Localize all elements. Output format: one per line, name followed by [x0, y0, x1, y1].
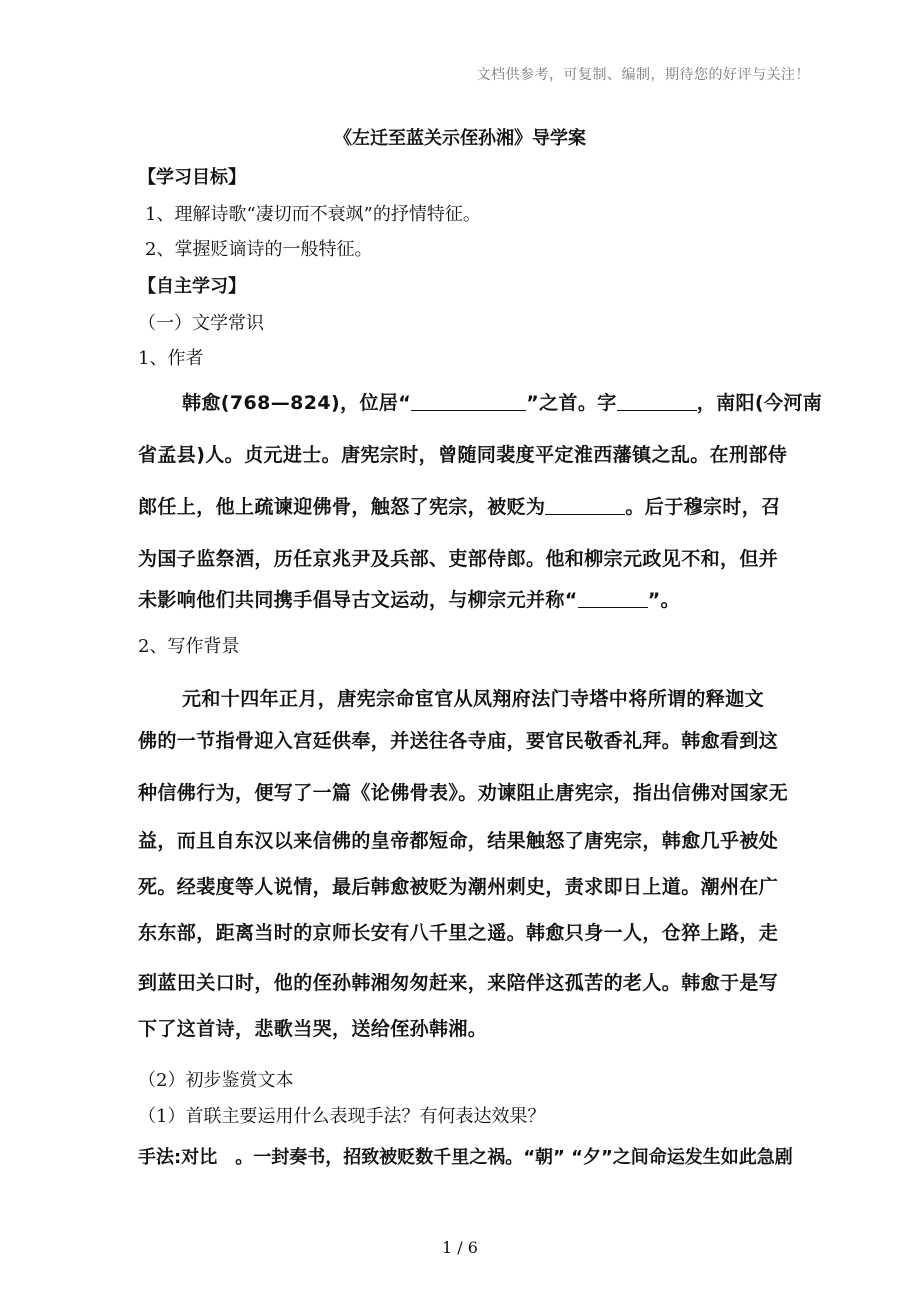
author-line-3-part-a: 郎任上，他上疏谏迎佛骨，触怒了宪宗，被贬为	[138, 496, 546, 518]
author-line-5-part-a: 未影响他们共同携手倡导古文运动，与柳宗元并称“	[138, 589, 578, 611]
author-line-1-part-a: 韩愈(768—824)，位居“	[182, 392, 412, 414]
fill-blank-demoted-post[interactable]	[545, 496, 625, 515]
author-line-4: 为国子监祭酒，历任京兆尹及兵部、吏部侍郎。他和柳宗元政见不和，但并	[138, 548, 779, 570]
author-line-5	[138, 585, 680, 612]
fill-blank-rank[interactable]	[411, 392, 526, 411]
document-title: 《左迁至蓝关示侄孙湘》导学案	[334, 128, 586, 149]
background-line-7: 到蓝田关口时，他的侄孙韩湘匆匆赶来，来陪伴这孤苦的老人。韩愈于是写	[138, 972, 779, 994]
fill-blank-joint-title[interactable]	[578, 589, 648, 608]
author-line-3	[138, 492, 781, 519]
literary-knowledge-heading: （一）文学常识	[138, 313, 264, 334]
header-note: 文档供参考，可复制、编制，期待您的好评与关注！	[476, 67, 810, 83]
background-line-6: 东东部，距离当时的京师长安有八千里之遥。韩愈只身一人，仓猝上路，走	[138, 922, 779, 944]
background-line-3: 种信佛行为，便写了一篇《论佛骨表》。劝谏阻止唐宪宗，指出信佛对国家无	[138, 782, 789, 804]
background-heading: 2、写作背景	[138, 636, 240, 657]
question-1: （1）首联主要运用什么表现手法？有何表达效果？	[138, 1106, 546, 1127]
answer-1: 手法:对比 。一封奏书，招致被贬数千里之祸。“朝” “夕”之间命运发生如此急剧	[138, 1147, 793, 1168]
goal-item-1: 1、理解诗歌“凄切而不衰飒”的抒情特征。	[145, 204, 481, 225]
author-line-1-part-b: ”之首。字	[526, 392, 617, 414]
background-line-5: 死。经裴度等人说情，最后韩愈被贬为潮州刺史，责求即日上道。潮州在广	[138, 876, 779, 898]
author-line-2: 省孟县)人。贞元进士。唐宪宗时，曾随同裴度平定淮西藩镇之乱。在刑部侍	[138, 444, 788, 466]
fill-blank-courtesy-name[interactable]	[617, 392, 697, 411]
author-line-1-part-c: ，南阳(今河南	[696, 392, 823, 414]
appreciation-heading: （2）初步鉴赏文本	[138, 1070, 294, 1091]
goal-item-2: 2、掌握贬谪诗的一般特征。	[145, 239, 373, 260]
goals-heading: 【学习目标】	[138, 167, 246, 188]
background-line-2: 佛的一节指骨迎入宫廷供奉，并送往各寺庙，要官民敬香礼拜。韩愈看到这	[138, 730, 779, 752]
author-heading: 1、作者	[138, 348, 204, 369]
author-line-3-part-b: 。后于穆宗时，召	[625, 496, 781, 518]
background-line-4: 益，而且自东汉以来信佛的皇帝都短命，结果触怒了唐宪宗，韩愈几乎被处	[138, 830, 779, 852]
background-line-8: 下了这首诗，悲歌当哭，送给侄孙韩湘。	[138, 1018, 488, 1040]
author-line-5-part-b: ”。	[647, 589, 680, 611]
background-line-1: 元和十四年正月，唐宪宗命宦官从凤翔府法门寺塔中将所谓的释迦文	[182, 688, 765, 710]
author-line-1	[182, 388, 822, 415]
self-study-heading: 【自主学习】	[138, 276, 246, 297]
page-number: 1 / 6	[442, 1238, 478, 1257]
